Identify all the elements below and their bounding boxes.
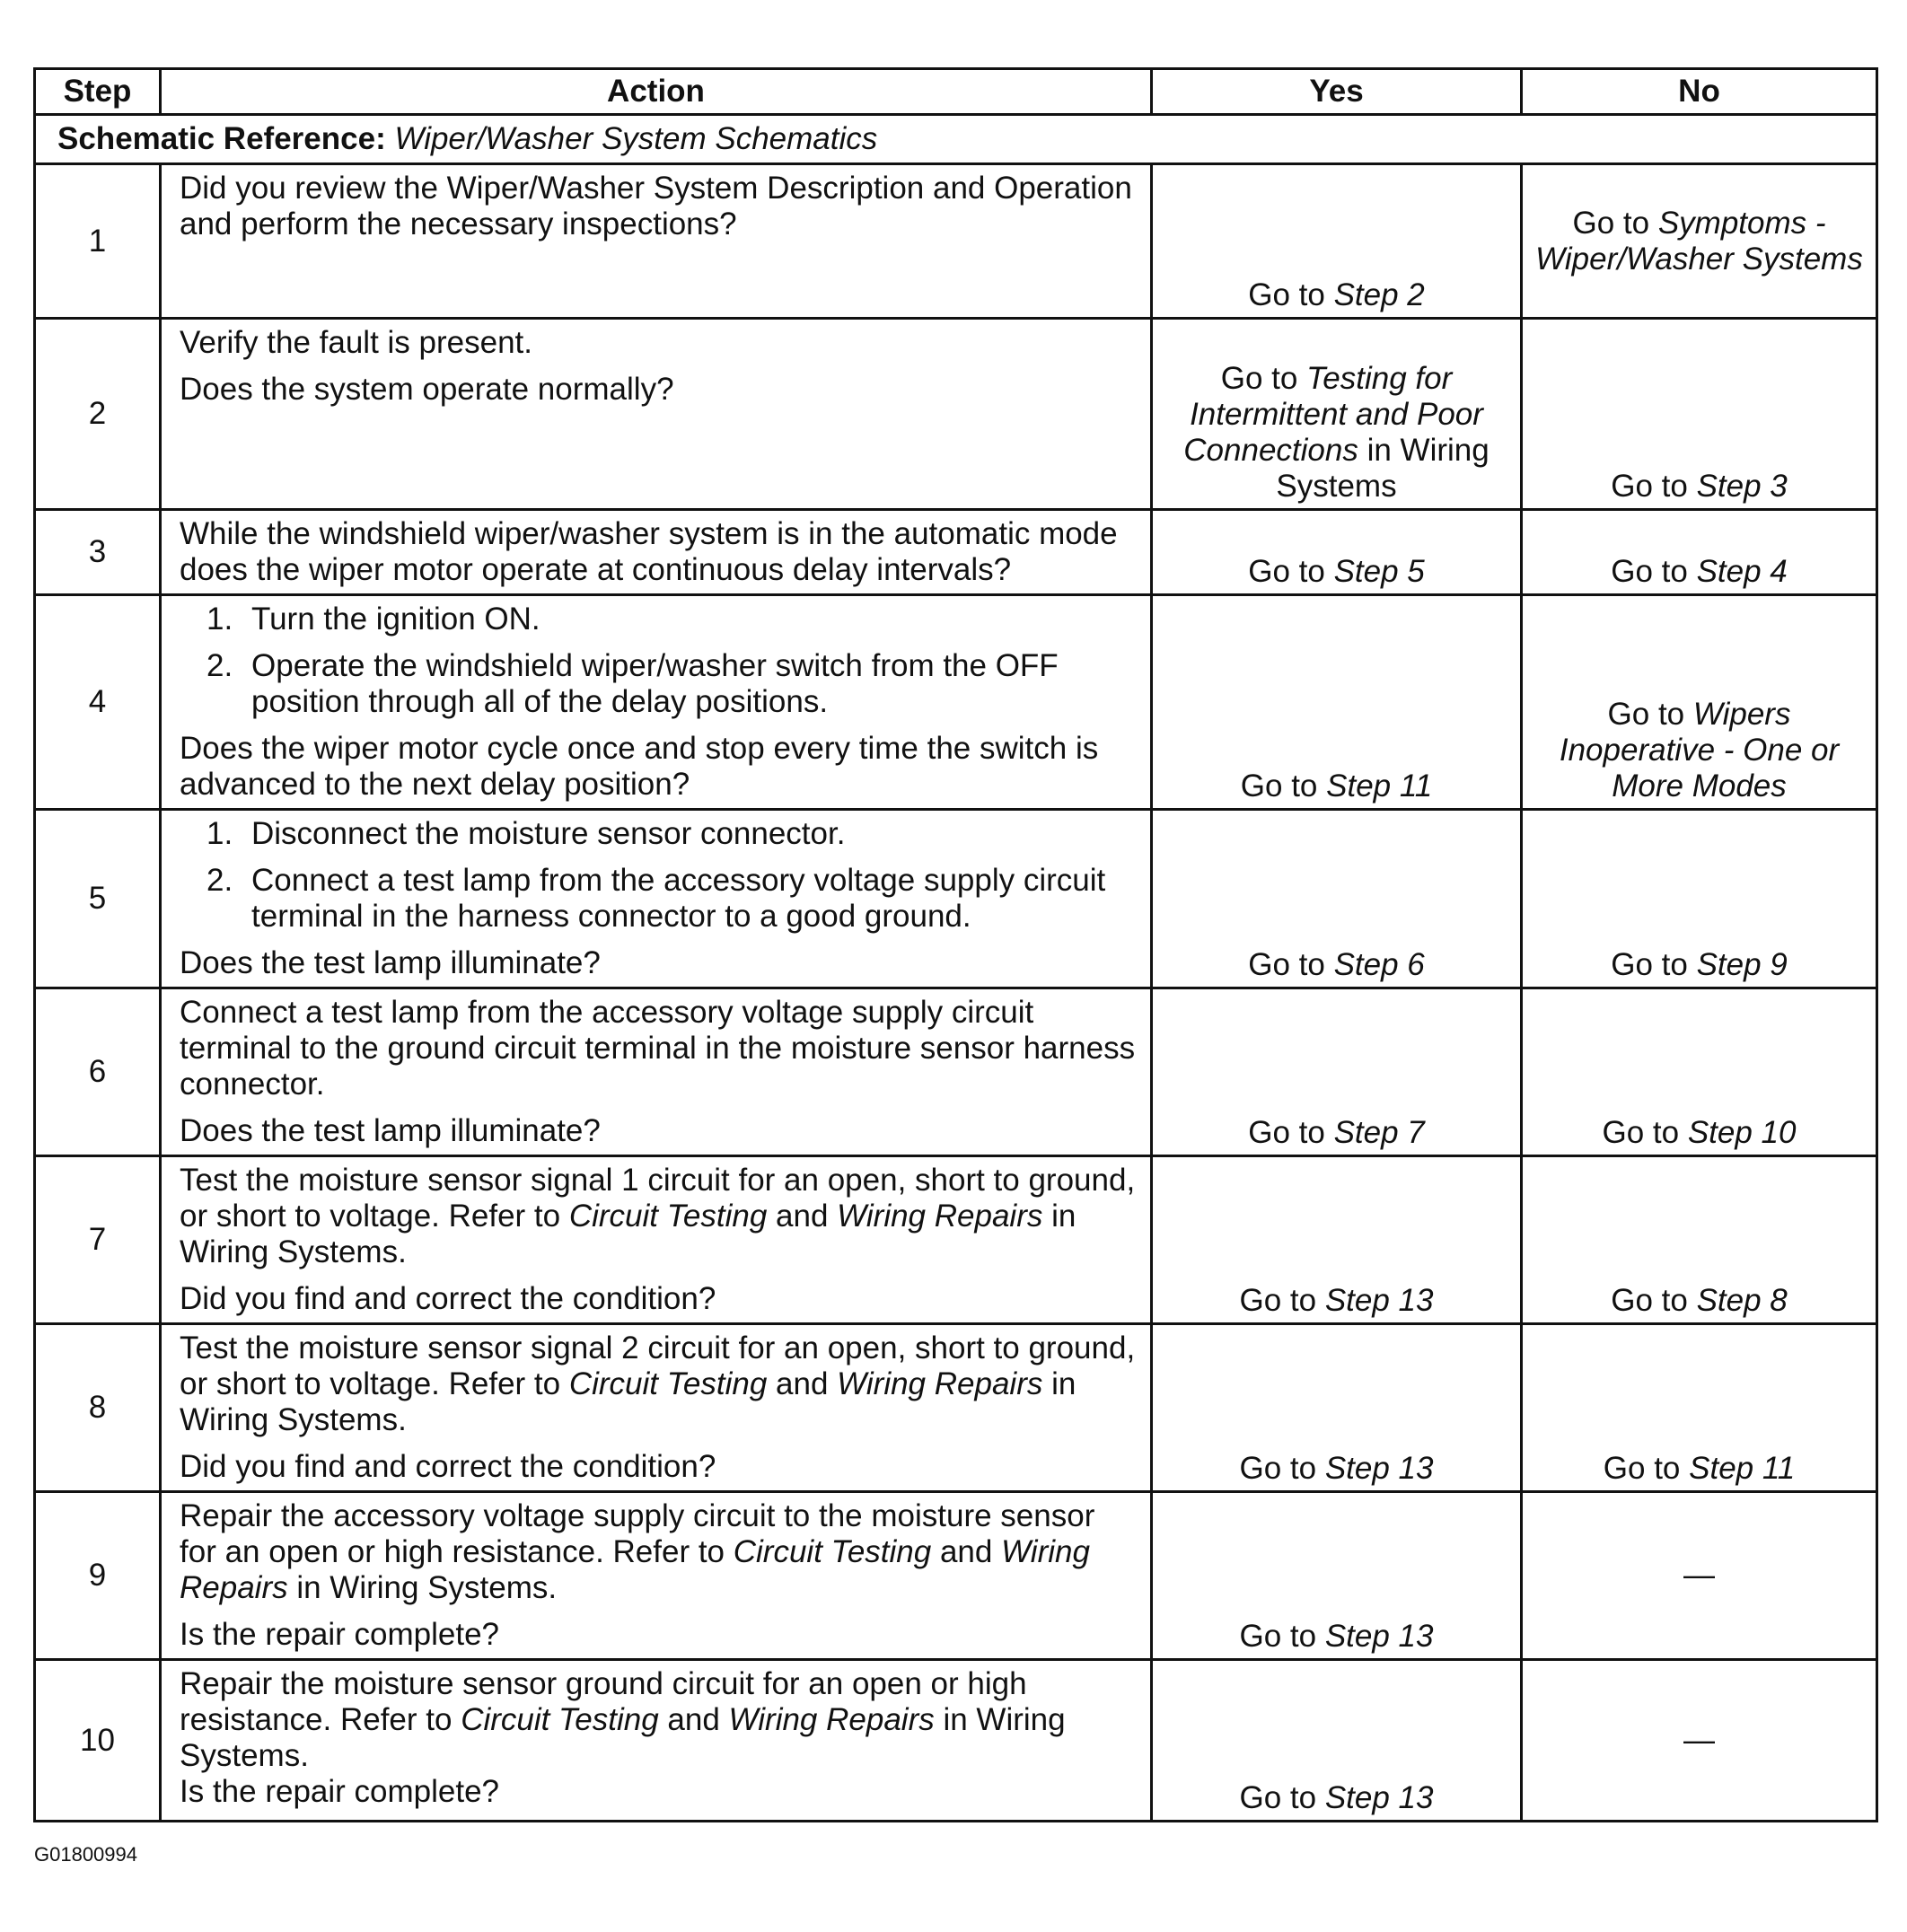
- step-number: 6: [35, 988, 161, 1156]
- step-number: 2: [35, 319, 161, 510]
- reference-link[interactable]: Step 4: [1696, 554, 1788, 589]
- action-step-number: 1.: [207, 816, 233, 851]
- reference-link[interactable]: Step 9: [1696, 947, 1788, 982]
- text-segment: Does the test lamp illuminate?: [180, 945, 601, 980]
- text-segment: Go to: [1572, 205, 1658, 241]
- action-step-text: Operate the windshield wiper/washer switch from the OFF position through all of the delay positions.: [251, 648, 1059, 719]
- text-segment: —: [1683, 1722, 1715, 1758]
- reference-link[interactable]: Circuit Testing: [733, 1534, 932, 1569]
- no-result: [1522, 510, 1877, 595]
- reference-link[interactable]: Step 7: [1333, 1115, 1425, 1150]
- action-step-item: [180, 648, 1139, 720]
- no-result: [1522, 164, 1877, 319]
- text-segment: Go to: [1240, 768, 1327, 804]
- yes-result: [1152, 319, 1522, 510]
- step-row: [35, 988, 1877, 1156]
- action-paragraph: [180, 1498, 1139, 1606]
- schematic-reference-link[interactable]: Wiper/Washer System Schematics: [394, 121, 878, 156]
- yes-result: [1152, 510, 1522, 595]
- reference-link[interactable]: Step 5: [1333, 554, 1425, 589]
- text-segment: and: [931, 1534, 1002, 1569]
- action-cell: [161, 510, 1152, 595]
- text-segment: Does the system operate normally?: [180, 372, 674, 407]
- yes-result: [1152, 988, 1522, 1156]
- action-paragraph: [180, 1113, 1139, 1149]
- text-segment: and: [658, 1702, 729, 1737]
- yes-result: [1152, 1324, 1522, 1492]
- action-cell: [161, 988, 1152, 1156]
- text-segment: Go to: [1248, 554, 1334, 589]
- text-segment: Go to: [1239, 1451, 1325, 1486]
- text-segment: Go to: [1248, 277, 1334, 312]
- reference-link[interactable]: Circuit Testing: [461, 1702, 659, 1737]
- action-step-number: 2.: [207, 863, 233, 898]
- schematic-reference-cell: [35, 115, 1877, 164]
- diagnostic-table: [33, 67, 1878, 1822]
- no-result: [1522, 1324, 1877, 1492]
- step-number: 7: [35, 1156, 161, 1324]
- text-segment: and: [767, 1199, 838, 1234]
- action-step-list: [180, 816, 1139, 935]
- reference-link[interactable]: Step 13: [1324, 1451, 1434, 1486]
- reference-link[interactable]: Step 10: [1687, 1115, 1797, 1150]
- action-cell: [161, 1156, 1152, 1324]
- action-paragraph: [180, 1617, 1139, 1653]
- reference-link[interactable]: Step 2: [1333, 277, 1425, 312]
- action-step-item: [180, 816, 1139, 852]
- text-segment: Go to: [1603, 1451, 1690, 1486]
- action-paragraph: [180, 1330, 1139, 1438]
- step-row: [35, 1324, 1877, 1492]
- text-segment: in Wiring Systems.: [180, 1702, 1066, 1773]
- table-body: [35, 115, 1877, 1822]
- figure-code: G01800994: [34, 1843, 137, 1866]
- text-segment: Does the wiper motor cycle once and stop every time the switch is advanced to the next delay position?: [180, 731, 1099, 802]
- text-segment: Test the moisture sensor signal 1 circuit for an open, short to ground, or short to voltage. Refer to: [180, 1163, 1136, 1234]
- action-paragraph: [180, 731, 1139, 803]
- yes-result: [1152, 164, 1522, 319]
- reference-link[interactable]: Testing for Intermittent and Poor Connections: [1183, 361, 1483, 468]
- step-row: [35, 1156, 1877, 1324]
- step-row: [35, 510, 1877, 595]
- text-segment: Repair the moisture sensor ground circuit for an open or high resistance. Refer to: [180, 1666, 1027, 1737]
- text-segment: Repair the accessory voltage supply circuit to the moisture sensor for an open or high resistance. Refer to: [180, 1498, 1095, 1569]
- reference-link[interactable]: Circuit Testing: [568, 1366, 768, 1401]
- text-segment: Go to: [1607, 697, 1693, 732]
- header-no: No: [1522, 69, 1877, 115]
- step-row: [35, 319, 1877, 510]
- header-row: [35, 69, 1877, 115]
- action-paragraph: [180, 995, 1139, 1102]
- action-step-number: 1.: [207, 602, 233, 637]
- text-segment: Verify the fault is present.: [180, 325, 532, 360]
- action-step-text: Disconnect the moisture sensor connector.: [251, 816, 846, 851]
- reference-link[interactable]: Step 3: [1696, 469, 1788, 504]
- reference-link[interactable]: Circuit Testing: [568, 1199, 768, 1234]
- text-segment: Go to: [1611, 554, 1697, 589]
- action-step-item: [180, 863, 1139, 935]
- action-paragraph: [180, 1666, 1139, 1774]
- text-segment: in Wiring Systems.: [287, 1570, 558, 1605]
- action-paragraph: [180, 1163, 1139, 1270]
- text-segment: Is the repair complete?: [180, 1617, 500, 1652]
- schematic-reference-row: [35, 115, 1877, 164]
- action-cell: [161, 810, 1152, 988]
- text-segment: Does the test lamp illuminate?: [180, 1113, 601, 1148]
- action-paragraph: [180, 1774, 1139, 1810]
- text-segment: Go to: [1220, 361, 1307, 396]
- reference-link[interactable]: Wipers Inoperative - One or More Modes: [1559, 697, 1840, 804]
- text-segment: in Wiring Systems.: [180, 1199, 1077, 1269]
- action-cell: [161, 1492, 1152, 1660]
- text-segment: Go to: [1611, 1283, 1697, 1318]
- no-result: [1522, 1156, 1877, 1324]
- text-segment: Go to: [1248, 947, 1334, 982]
- text-segment: Connect a test lamp from the accessory voltage supply circuit terminal to the ground circuit terminal in the moisture sensor harness connector.: [180, 995, 1136, 1102]
- yes-result: [1152, 1492, 1522, 1660]
- reference-link[interactable]: Wiring Repairs: [180, 1534, 1090, 1605]
- reference-link[interactable]: Step 11: [1689, 1451, 1796, 1486]
- action-cell: [161, 319, 1152, 510]
- text-segment: Go to: [1611, 469, 1697, 504]
- text-segment: —: [1683, 1558, 1715, 1593]
- text-segment: Go to: [1602, 1115, 1688, 1150]
- step-row: [35, 810, 1877, 988]
- header-yes: Yes: [1152, 69, 1522, 115]
- action-paragraph: [180, 1449, 1139, 1485]
- step-row: [35, 1660, 1877, 1822]
- text-segment: Go to: [1611, 947, 1697, 982]
- reference-link[interactable]: Step 6: [1333, 947, 1425, 982]
- schematic-reference-label: Schematic Reference:: [57, 121, 386, 156]
- reference-link[interactable]: Symptoms - Wiper/Washer Systems: [1535, 205, 1863, 277]
- action-step-number: 2.: [207, 648, 233, 683]
- yes-result: [1152, 1660, 1522, 1822]
- header-step: Step: [35, 69, 161, 115]
- step-row: [35, 595, 1877, 810]
- text-segment: and: [767, 1366, 838, 1401]
- header-action: Action: [161, 69, 1152, 115]
- step-number: 3: [35, 510, 161, 595]
- text-segment: Go to: [1239, 1619, 1325, 1654]
- action-paragraph: [180, 372, 1139, 408]
- reference-link[interactable]: Step 13: [1324, 1780, 1434, 1815]
- text-segment: Go to: [1248, 1115, 1334, 1150]
- step-number: 8: [35, 1324, 161, 1492]
- action-cell: [161, 1324, 1152, 1492]
- reference-link[interactable]: Wiring Repairs: [728, 1702, 935, 1737]
- reference-link[interactable]: Wiring Repairs: [837, 1199, 1043, 1234]
- action-paragraph: [180, 945, 1139, 981]
- step-row: [35, 1492, 1877, 1660]
- text-segment: Did you review the Wiper/Washer System Description and Operation and perform the necessary inspections?: [180, 171, 1132, 242]
- step-row: [35, 164, 1877, 319]
- action-paragraph: [180, 1281, 1139, 1317]
- no-result: [1522, 810, 1877, 988]
- step-number: 9: [35, 1492, 161, 1660]
- yes-result: [1152, 595, 1522, 810]
- no-result: [1522, 319, 1877, 510]
- reference-link[interactable]: Wiring Repairs: [837, 1366, 1043, 1401]
- action-step-item: [180, 602, 1139, 637]
- action-step-text: Connect a test lamp from the accessory voltage supply circuit terminal in the harness connector to a good ground.: [251, 863, 1106, 934]
- step-number: 1: [35, 164, 161, 319]
- reference-link[interactable]: Step 13: [1324, 1283, 1434, 1318]
- text-segment: Is the repair complete?: [180, 1774, 500, 1809]
- step-number: 10: [35, 1660, 161, 1822]
- step-number: 4: [35, 595, 161, 810]
- action-cell: [161, 1660, 1152, 1822]
- no-result: [1522, 1660, 1877, 1822]
- action-paragraph: [180, 325, 1139, 361]
- action-cell: [161, 164, 1152, 319]
- reference-link[interactable]: Step 13: [1324, 1619, 1434, 1654]
- text-segment: in Wiring Systems.: [180, 1366, 1077, 1437]
- text-segment: in Wiring Systems: [1276, 433, 1490, 504]
- text-segment: Did you find and correct the condition?: [180, 1449, 716, 1484]
- step-number: 5: [35, 810, 161, 988]
- reference-link[interactable]: Step 8: [1696, 1283, 1788, 1318]
- action-paragraph: [180, 516, 1139, 588]
- text-segment: Did you find and correct the condition?: [180, 1281, 716, 1316]
- text-segment: Go to: [1239, 1283, 1325, 1318]
- reference-link[interactable]: Step 11: [1326, 768, 1433, 804]
- no-result: [1522, 1492, 1877, 1660]
- action-step-list: [180, 602, 1139, 720]
- action-cell: [161, 595, 1152, 810]
- no-result: [1522, 988, 1877, 1156]
- text-segment: Go to: [1239, 1780, 1325, 1815]
- no-result: [1522, 595, 1877, 810]
- yes-result: [1152, 1156, 1522, 1324]
- action-step-text: Turn the ignition ON.: [251, 602, 540, 637]
- yes-result: [1152, 810, 1522, 988]
- action-paragraph: [180, 171, 1139, 242]
- text-segment: Test the moisture sensor signal 2 circuit for an open, short to ground, or short to voltage. Refer to: [180, 1330, 1136, 1401]
- text-segment: While the windshield wiper/washer system is in the automatic mode does the wiper motor operate at continuous delay intervals?: [180, 516, 1118, 587]
